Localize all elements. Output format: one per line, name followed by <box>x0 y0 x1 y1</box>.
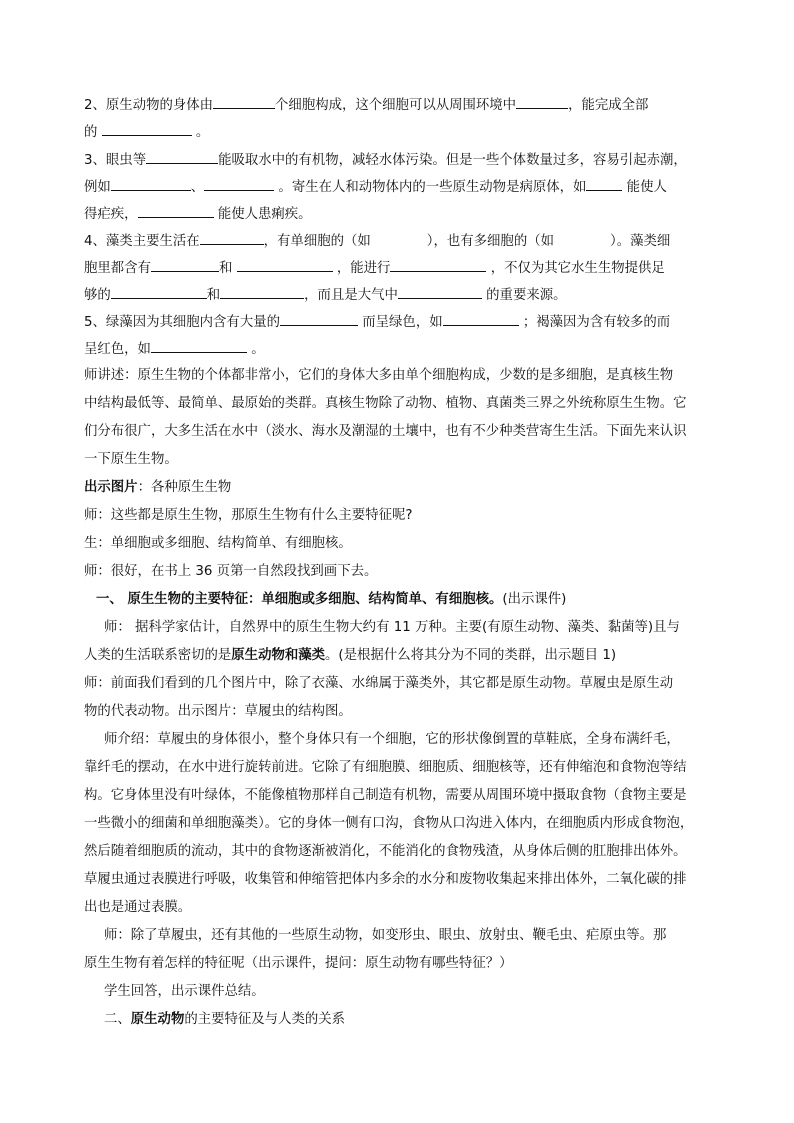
text-segment: 、 <box>190 180 205 195</box>
paragraph-line: 中结构最低等、最简单、最原始的类群。真核生物除了动物、植物、真菌类三界之外统称原生生物。它 <box>84 396 687 411</box>
question-5-line-1 <box>84 313 670 331</box>
paragraph-line <box>84 648 616 664</box>
bold-text: 原生动物和藻类 <box>231 648 326 663</box>
text-segment: 能使人 <box>622 180 667 195</box>
text-segment: 。寄生在人和动物体内的一些原生动物是病原体，如 <box>274 180 587 195</box>
text-segment: ，不仅为其它水生生物提供足 <box>486 261 665 276</box>
question-3-line-2 <box>84 178 667 196</box>
heading-text: 的主要特征及与人类的关系 <box>184 1012 346 1027</box>
answer-blank <box>200 232 264 245</box>
text-segment: ，能完成全部 <box>568 98 649 113</box>
answer-blank <box>204 178 274 191</box>
text-segment: 。 <box>246 342 265 357</box>
text-segment: 4、藻类主要生活在 <box>84 234 200 249</box>
paragraph-line: 师介绍：草履虫的身体很小，整个身体只有一个细胞，它的形状像倒置的草鞋底，全身布满纤毛， <box>104 732 680 747</box>
answer-blank <box>390 259 486 272</box>
section-heading-2 <box>104 1012 345 1028</box>
text-segment: 能使人患痢疾。 <box>213 207 312 222</box>
answer-blank <box>586 178 622 191</box>
text-segment: 能吸取水中的有机物，减轻水体污染。但是一些个体数量过多，容易引起赤潮， <box>218 153 687 168</box>
question-3-line-3 <box>84 205 312 223</box>
paragraph-line: 师：前面我们看到的几个图片中，除了衣藻、水绵属于藻类外，其它都是原生动物。草履虫是原生动 <box>84 676 674 691</box>
dialog-line: 师：这些都是原生生物，那原生生物有什么主要特征呢? <box>84 508 413 523</box>
answer-blank <box>220 286 304 299</box>
line-text: ：各种原生生物 <box>137 480 232 495</box>
heading-bold: 原生动物 <box>130 1012 185 1027</box>
text-segment: ；褐藻因为含有较多的而 <box>518 315 671 330</box>
answer-blank <box>398 286 482 299</box>
text-segment: 的重要来源。 <box>481 288 567 303</box>
heading-tail: (出示课件) <box>502 592 567 607</box>
answer-blank <box>138 205 214 218</box>
text-segment: 个细胞构成，这个细胞可以从周围环境中 <box>275 98 517 113</box>
text-segment: 够的 <box>84 288 111 303</box>
paragraph-line: 学生回答，出示课件总结。 <box>104 984 265 999</box>
paragraph-line: 草履虫通过表膜进行呼吸，收集管和伸缩管把体内多余的水分和废物收集起来排出体外，二氧化碳的排 <box>84 872 687 887</box>
line-text: 。(是根据什么将其分为不同的类群，出示题目 1) <box>325 648 617 663</box>
answer-blank <box>102 123 192 136</box>
paragraph-line: 靠纤毛的摆动，在水中进行旋转前进。它除了有细胞膜、细胞质、细胞核等，还有伸缩泡和食物泡等结 <box>84 760 687 775</box>
paragraph-line: 构。它身体里没有叶绿体，不能像植物那样自己制造有机物，需要从周围环境中摄取食物（食物主要是 <box>84 788 687 803</box>
text-segment: ，有单细胞的（如 <box>263 234 371 249</box>
question-2-line-2: 的 。 <box>84 125 210 140</box>
paragraph-line: 师： 据科学家估计，自然界中的原生生物大约有 11 万种。主要(有原生动物、藻类、黏菌等)且与 <box>104 620 680 635</box>
text-segment: 和 <box>218 261 237 276</box>
answer-blank <box>213 96 275 109</box>
text-segment: 呈红色，如 <box>84 342 151 357</box>
paragraph-line: 们分布很广，大多生活在水中（淡水、海水及潮湿的土壤中，也有不少种类营寄生生活。下面先来认识 <box>84 424 687 439</box>
paragraph-line: 师：除了草履虫，还有其他的一些原生动物，如变形虫、眼虫、放射虫、鞭毛虫、疟原虫等。那 <box>104 928 667 943</box>
question-4-line-2 <box>84 259 665 277</box>
answer-blank <box>280 313 358 326</box>
text-segment: 和 <box>206 288 221 303</box>
answer-blank <box>516 96 568 109</box>
section-heading-1 <box>96 592 566 608</box>
question-3-line-1 <box>84 151 687 169</box>
paragraph-line: 师讲述：原生生物的个体都非常小，它们的身体大多由单个细胞构成，少数的是多细胞，是真核生物 <box>84 368 674 383</box>
heading-text: 二、 <box>104 1012 131 1027</box>
text-segment: 而呈绿色，如 <box>358 315 443 330</box>
text-segment: 2、原生动物的身体由 <box>84 98 214 113</box>
paragraph-line: 一些微小的细菌和单细胞藻类）。它的身体一侧有口沟，食物从口沟进入体内，在细胞质内形成食物泡， <box>84 816 694 831</box>
dialog-line: 生：单细胞或多细胞、结构简单、有细胞核。 <box>84 536 352 551</box>
paragraph-line: 然后随着细胞质的流动，其中的食物逐渐被消化，不能消化的食物残渣，从身体后侧的肛胞排出体外。 <box>84 844 687 859</box>
answer-blank <box>443 313 519 326</box>
paragraph-line: 原生生物有着怎样的特征呢（出示课件，提问：原生动物有哪些特征？） <box>84 956 513 971</box>
paragraph-line: 出也是通过表膜。 <box>84 900 192 915</box>
answer-blank <box>237 259 333 272</box>
heading-bold: 一、 原生生物的主要特征：单细胞或多细胞、结构简单、有细胞核。 <box>96 592 503 607</box>
text-segment: ，能进行 <box>332 261 391 276</box>
answer-blank <box>111 286 207 299</box>
answer-blank <box>111 178 191 191</box>
question-5-line-2 <box>84 340 265 358</box>
question-4-line-3 <box>84 286 567 304</box>
bold-label: 出示图片 <box>84 480 138 495</box>
text-segment: ，而且是大气中 <box>304 288 398 303</box>
question-2-line-1 <box>84 96 648 114</box>
text-segment: ）。藻类细 <box>610 234 671 249</box>
paragraph-line: 一下原生生物。 <box>84 452 178 467</box>
text-segment: ），也有多细胞的（如 <box>426 234 554 249</box>
answer-blank <box>151 259 219 272</box>
line-text: 人类的生活联系密切的是 <box>84 648 232 663</box>
answer-blank <box>151 340 247 353</box>
paragraph-line: 物的代表动物。出示图片：草履虫的结构图。 <box>84 704 352 719</box>
dialog-line: 师：很好，在书上 36 页第一自然段找到画下去。 <box>84 564 378 579</box>
answer-blank <box>146 151 218 164</box>
text-segment: 例如 <box>84 180 111 195</box>
text-segment: 5、绿藻因为其细胞内含有大量的 <box>84 315 280 330</box>
show-images-line <box>84 480 231 496</box>
question-4-line-1 <box>84 232 670 250</box>
text-segment: 3、眼虫等 <box>84 153 147 168</box>
text-segment: 胞里都含有 <box>84 261 151 276</box>
text-segment: 得疟疾， <box>84 207 138 222</box>
